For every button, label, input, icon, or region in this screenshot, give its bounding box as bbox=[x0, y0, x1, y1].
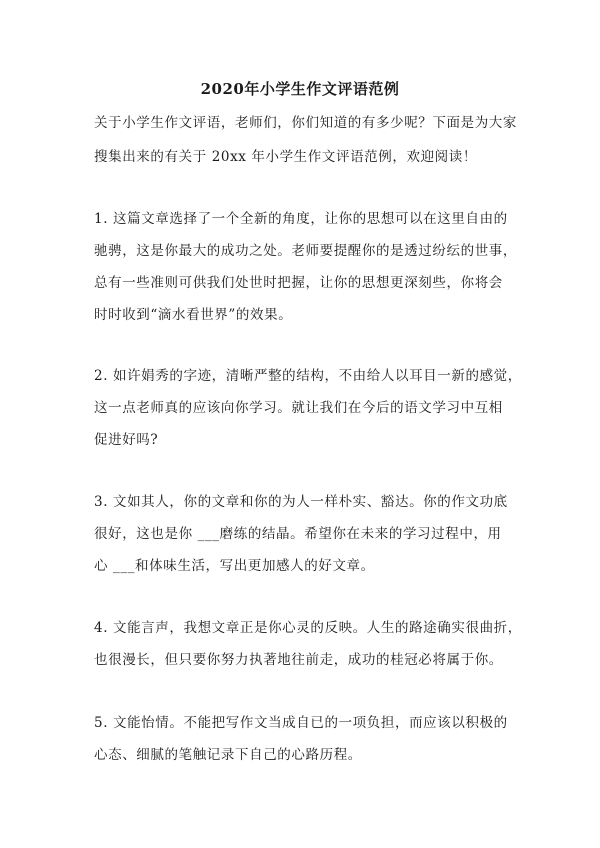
paragraph-1-line: 时时收到“滴水看世界”的效果。 bbox=[94, 307, 293, 323]
intro-line: 搜集出来的有关于 20xx 年小学生作文评语范例，欢迎阅读！ bbox=[94, 149, 477, 165]
paragraph-2-line: 这一点老师真的应该向你学习。就让我们在今后的语文学习中互相 bbox=[94, 400, 503, 416]
document-title: 2020年小学生作文评语范例 bbox=[200, 80, 400, 98]
paragraph-2-line: 2. 如许娟秀的字迹，清晰严整的结构，不由给人以耳目一新的感觉， bbox=[94, 368, 522, 384]
paragraph-4-line: 也很漫长，但只要你努力执著地往前走，成功的桂冠必将属于你。 bbox=[94, 652, 503, 668]
paragraph-5-line: 心态、细腻的笔触记录下自己的心路历程。 bbox=[94, 747, 362, 763]
paragraph-4-line: 4. 文能言声，我想文章正是你心灵的反映。人生的路途确实很曲折， bbox=[94, 620, 522, 636]
paragraph-1-line: 驰骋，这是你最大的成功之处。老师要提醒你的是透过纷纭的世事， bbox=[94, 243, 517, 259]
paragraph-5-line: 5. 文能怡情。不能把写作文当成自已的一项负担，而应该以积极的 bbox=[94, 715, 508, 731]
paragraph-2-line: 促进好吗? bbox=[94, 432, 159, 448]
paragraph-1-line: 1. 这篇文章选择了一个全新的角度，让你的思想可以在这里自由的 bbox=[94, 211, 508, 227]
paragraph-3-line: 很好，这也是你 ___磨练的结晶。希望你在未来的学习过程中，用 bbox=[94, 526, 502, 542]
paragraph-1-line: 总有一些准则可供我们处世时把握，让你的思想更深刻些，你将会 bbox=[94, 275, 503, 291]
intro-line: 关于小学生作文评语，老师们，你们知道的有多少呢？下面是为大家 bbox=[94, 115, 517, 131]
paragraph-3-line: 3. 文如其人，你的文章和你的为人一样朴实、豁达。你的作文功底 bbox=[94, 494, 508, 510]
paragraph-3-line: 心 ___和体味生活，写出更加感人的好文章。 bbox=[94, 558, 375, 574]
